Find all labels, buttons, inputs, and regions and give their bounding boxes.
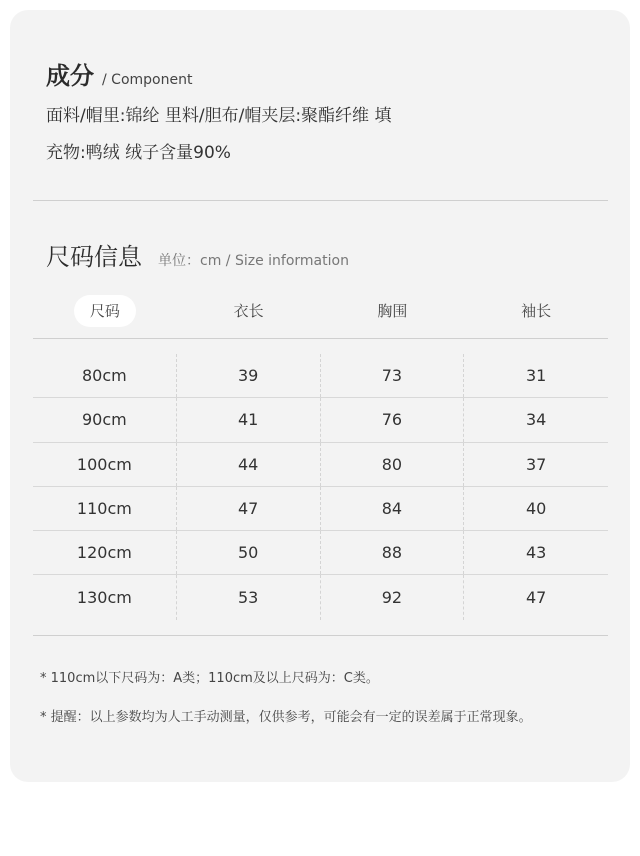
- header-sleeve: 袖长: [521, 302, 552, 320]
- table-row: [33, 354, 608, 398]
- header-length: 衣长: [233, 302, 264, 320]
- cell-size: 130cm: [33, 575, 177, 619]
- cell-size: 100cm: [33, 443, 177, 486]
- cell-sleeve: 34: [525, 410, 547, 430]
- table-bottom-divider: [33, 635, 608, 636]
- composition-heading: [46, 56, 192, 91]
- header-size: [33, 294, 177, 328]
- table-row: [33, 443, 608, 487]
- composition-title: 成分: [46, 62, 94, 90]
- composition-line-1: 面料/帽里:锦纶 里料/胆布/帽夹层:聚酯纤维 填: [46, 106, 392, 126]
- cell-length: 39: [177, 354, 321, 397]
- header-chest: 胸围: [377, 302, 408, 320]
- composition-line-2: 充物:鸭绒 绒子含量90%: [46, 143, 231, 163]
- size-subtitle: 单位：cm / Size information: [158, 253, 349, 269]
- table-row: [33, 398, 608, 442]
- size-title: 尺码信息: [46, 243, 142, 271]
- note-size-class: * 110cm以下尺码为：A类；110cm及以上尺码为：C类。: [40, 671, 379, 686]
- cell-chest: 92: [321, 575, 465, 619]
- size-table: [33, 354, 608, 620]
- header-divider: [33, 338, 608, 339]
- cell-sleeve: 47: [525, 588, 547, 608]
- cell-length: 44: [177, 443, 321, 486]
- cell-sleeve: 37: [525, 454, 547, 474]
- cell-chest: 80: [321, 443, 465, 486]
- size-heading: [46, 237, 349, 272]
- cell-chest: 76: [321, 398, 465, 441]
- header-size-label: 尺码: [74, 295, 136, 327]
- cell-length: 53: [177, 575, 321, 619]
- cell-chest: 88: [321, 531, 465, 574]
- section-divider: [33, 200, 608, 201]
- cell-size: 120cm: [33, 531, 177, 574]
- table-row: [33, 487, 608, 531]
- cell-chest: 84: [321, 487, 465, 530]
- cell-size: 110cm: [33, 487, 177, 530]
- cell-sleeve: 43: [525, 543, 547, 563]
- cell-chest: 73: [321, 354, 465, 397]
- cell-length: 50: [177, 531, 321, 574]
- cell-sleeve: 31: [525, 366, 547, 386]
- table-row: [33, 575, 608, 619]
- note-reminder: * 提醒：以上参数均为人工手动测量，仅供参考，可能会有一定的误差属于正常现象。: [40, 710, 532, 725]
- table-row: [33, 531, 608, 575]
- cell-size: 90cm: [33, 398, 177, 441]
- cell-size: 80cm: [33, 354, 177, 397]
- cell-length: 47: [177, 487, 321, 530]
- cell-sleeve: 40: [525, 499, 547, 519]
- cell-length: 41: [177, 398, 321, 441]
- composition-subtitle: / Component: [102, 72, 193, 88]
